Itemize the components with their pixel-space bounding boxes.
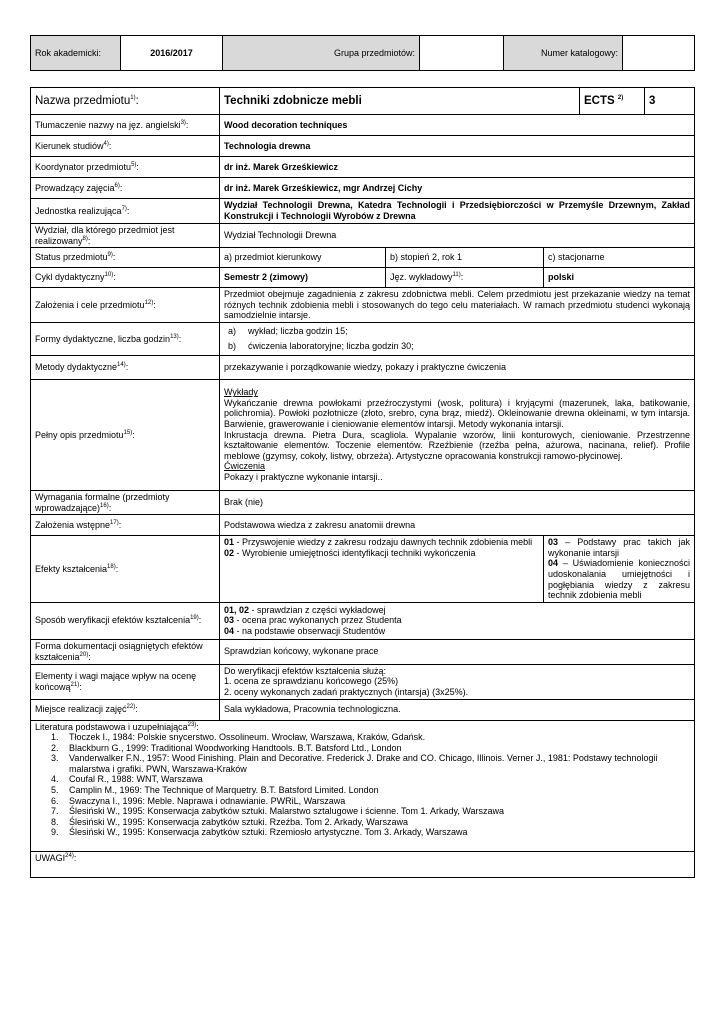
remarks-label: UWAGI$^{24)}$:	[35, 852, 77, 863]
location-label: Miejsce realizacji zajęć$^{22)}$:	[31, 699, 220, 720]
literature-item: 7. Ślesiński W., 1995: Konserwacja zabytków sztuki. Malarstwo sztalugowe i ścienne. Tom 1. Arkady, Warszawa	[61, 806, 690, 817]
outcomes-left: 01 - Przyswojenie wiedzy z zakresu rodzaju dawnych technik zdobienia mebli 02 - Wyrobienie umiejętności identyfikacji techniki wykończenia	[220, 536, 544, 603]
literature-list	[35, 732, 690, 838]
literature-item: 5. Camplin M., 1969: The Technique of Marquetry. B.T. Batsford Limited. London	[61, 785, 690, 796]
ects-value: 3	[645, 88, 695, 115]
exercises-text: Pokazy i praktyczne wykonanie intarsji..	[224, 472, 383, 483]
cycle-value: Semestr 2 (zimowy)	[220, 268, 386, 288]
course-group-value	[420, 36, 504, 71]
academic-year-label: Rok akademicki:	[31, 36, 121, 71]
methods-value: przekazywanie i porządkowanie wiedzy, pokazy i praktyczne ćwiczenia	[220, 355, 695, 379]
literature-section	[31, 720, 695, 851]
literature-item: 6. Swaczyna I., 1996: Meble. Naprawa i odnawianie. PWRiL, Warszawa	[61, 796, 690, 807]
literature-item: 4. Coufal R., 1988: WNT, Warszawa	[61, 774, 690, 785]
status-b: b) stopień 2, rok 1	[386, 248, 544, 268]
literature-item: 1. Tłoczek I., 1984: Polskie snycerstwo. Ossolineum. Wrocław, Warszawa, Kraków, Gdańsk.	[61, 732, 690, 743]
goals-label: Założenia i cele przedmiotu$^{12)}$:	[31, 288, 220, 323]
course-group-label: Grupa przedmiotów:	[223, 36, 420, 71]
faculty-value: Wydział Technologii Drewna	[220, 224, 695, 248]
course-name-value: Techniki zdobnicze mebli	[220, 88, 580, 115]
coordinator-label: Koordynator przedmiotu$^{5)}$:	[31, 157, 220, 178]
language-label: Jęz. wykładowy$^{11)}$:	[386, 268, 544, 288]
ects-label: ECTS $^{2)}$	[580, 88, 645, 115]
lectures-text-2: Inkrustacja drewna. Pietra Dura, scagliola. Wypalanie wzorów, linii konturowych, cieniowanie. Przestrzenne kształtowanie elementów. Toczenie elementów. Rzeźbienie (rzeźba pełna, ażurowa, nacinana, relief). Profile meblowe (gzymsy, cokoły, listwy, obrzeża). Artystyczne opracowania konstrukcji ramowo-płycinowej.	[224, 429, 690, 461]
exercises-heading: Ćwiczenia	[224, 461, 266, 472]
status-c: c) stacjonarne	[544, 248, 695, 268]
location-value: Sala wykładowa, Pracownia technologiczna.	[220, 699, 695, 720]
unit-value: Wydział Technologii Drewna, Katedra Technologii i Przedsiębiorczości w Przemyśle Drzewnym, Zakład Konstrukcji i Technologii Wyrobów z Drewna	[220, 199, 695, 224]
goals-value: Przedmiot obejmuje zagadnienia z zakresu zdobnictwa mebli. Celem przedmiotu jest przekazanie wiedzy na temat różnych technik zdobienia mebli i stosowanych do tego celu materiałach. W ramach przedmiotu studenci wykonają samodzielnie intarsje.	[220, 288, 695, 323]
grading-label: Elementy i wagi mające wpływ na ocenę końcową$^{21)}$:	[31, 664, 220, 699]
outcomes-label: Efekty kształcenia$^{18)}$:	[31, 536, 220, 603]
literature-item: 3. Vanderwalker F.N., 1957: Wood Finishing. Plain and Decorative. Frederick J. Drake and CO. Chicago, Illinois. Verner J., 1981: Podstawy technologii malarstwa i grafiki. PWN, Warszawa-Kraków	[61, 753, 690, 774]
status-a: a) przedmiot kierunkowy	[220, 248, 386, 268]
field-of-study-value: Technologia drewna	[220, 136, 695, 157]
coordinator-value: dr inż. Marek Grześkiewicz	[220, 157, 695, 178]
course-table	[30, 87, 695, 878]
prerequisites-value: Podstawowa wiedza z zakresu anatomii drewna	[220, 515, 695, 536]
documentation-value: Sprawdzian końcowy, wykonane prace	[220, 639, 695, 664]
literature-item: 8. Ślesiński W., 1995: Konserwacja zabytków sztuki. Rzeźba. Tom 2. Arkady, Warszawa	[61, 817, 690, 828]
header-table	[30, 35, 695, 71]
requirements-label: Wymagania formalne (przedmioty wprowadzające)$^{16)}$:	[31, 490, 220, 514]
translation-label: Tłumaczenie nazwy na jęz. angielski$^{3)}$:	[31, 115, 220, 136]
faculty-label: Wydział, dla którego przedmiot jest realizowany$^{8)}$:	[31, 224, 220, 248]
prerequisites-label: Założenia wstępne$^{17)}$:	[31, 515, 220, 536]
documentation-label: Forma dokumentacji osiągniętych efektów kształcenia$^{20)}$:	[31, 639, 220, 664]
forms-value: a) wykład; liczba godzin 15; b) ćwiczenia laboratoryjne; liczba godzin 30;	[220, 322, 695, 355]
translation-value: Wood decoration techniques	[220, 115, 695, 136]
field-of-study-label: Kierunek studiów$^{4)}$:	[31, 136, 220, 157]
methods-label: Metody dydaktyczne$^{14)}$:	[31, 355, 220, 379]
forms-label: Formy dydaktyczne, liczba godzin$^{13)}$:	[31, 322, 220, 355]
language-value: polski	[544, 268, 695, 288]
lectures-text: Wykańczanie drewna powłokami przeźroczystymi (wosk, politura) i kryjącymi (mazerunek, laka, batikowanie, polichromia). Powłoki pozłotnicze (złoto, srebro, cyna brąz, miedź). Okleinowanie drewna okleinami, w tym intarsja. Barwienie, grawerowanie i cieniowanie elementów intarsji. Metody wykonania intarsji.	[224, 397, 690, 430]
literature-item: 2. Blackburn G., 1999: Traditional Woodworking Handtools. B.T. Batsford Ltd., London	[61, 743, 690, 754]
lecturers-value: dr inż. Marek Grześkiewicz, mgr Andrzej Cichy	[220, 178, 695, 199]
lectures-heading: Wykłady	[224, 387, 258, 398]
course-name-label: Nazwa przedmiotu$^{1)}$:	[31, 88, 220, 115]
literature-label: Literatura podstawowa i uzupełniająca$^{23)}$:	[35, 721, 199, 732]
description-value	[220, 379, 695, 490]
description-label: Pełny opis przedmiotu$^{15)}$:	[31, 379, 220, 490]
unit-label: Jednostka realizująca$^{7)}$:	[31, 199, 220, 224]
cycle-label: Cykl dydaktyczny$^{10)}$:	[31, 268, 220, 288]
remarks-section	[31, 851, 695, 877]
catalog-number-label: Numer katalogowy:	[504, 36, 623, 71]
grading-value: Do weryfikacji efektów kształcenia służą: 1. ocena ze sprawdzianu końcowego (25%) 2. oceny wykonanych zadań praktycznych (intarsja) (3x25%).	[220, 664, 695, 699]
verification-value: 01, 02 - sprawdzian z części wykładowej 03 - ocena prac wykonanych przez Studenta 04 - na podstawie obserwacji Studentów	[220, 602, 695, 639]
academic-year-value: 2016/2017	[121, 36, 223, 71]
lecturers-label: Prowadzący zajęcia$^{6)}$:	[31, 178, 220, 199]
requirements-value: Brak (nie)	[220, 490, 695, 514]
catalog-number-value	[623, 36, 695, 71]
outcomes-right: 03 – Podstawy prac takich jak wykonanie intarsji 04 – Uświadomienie konieczności udoskonalania umiejętności i pogłębiania wiedzy z zakresu technik zdobienia mebli	[544, 536, 695, 603]
verification-label: Sposób weryfikacji efektów kształcenia$^{19)}$:	[31, 602, 220, 639]
status-label: Status przedmiotu$^{9)}$:	[31, 248, 220, 268]
literature-item: 9. Ślesiński W., 1995: Konserwacja zabytków sztuki. Rzemiosło artystyczne. Tom 3. Arkady, Warszawa	[61, 827, 690, 838]
